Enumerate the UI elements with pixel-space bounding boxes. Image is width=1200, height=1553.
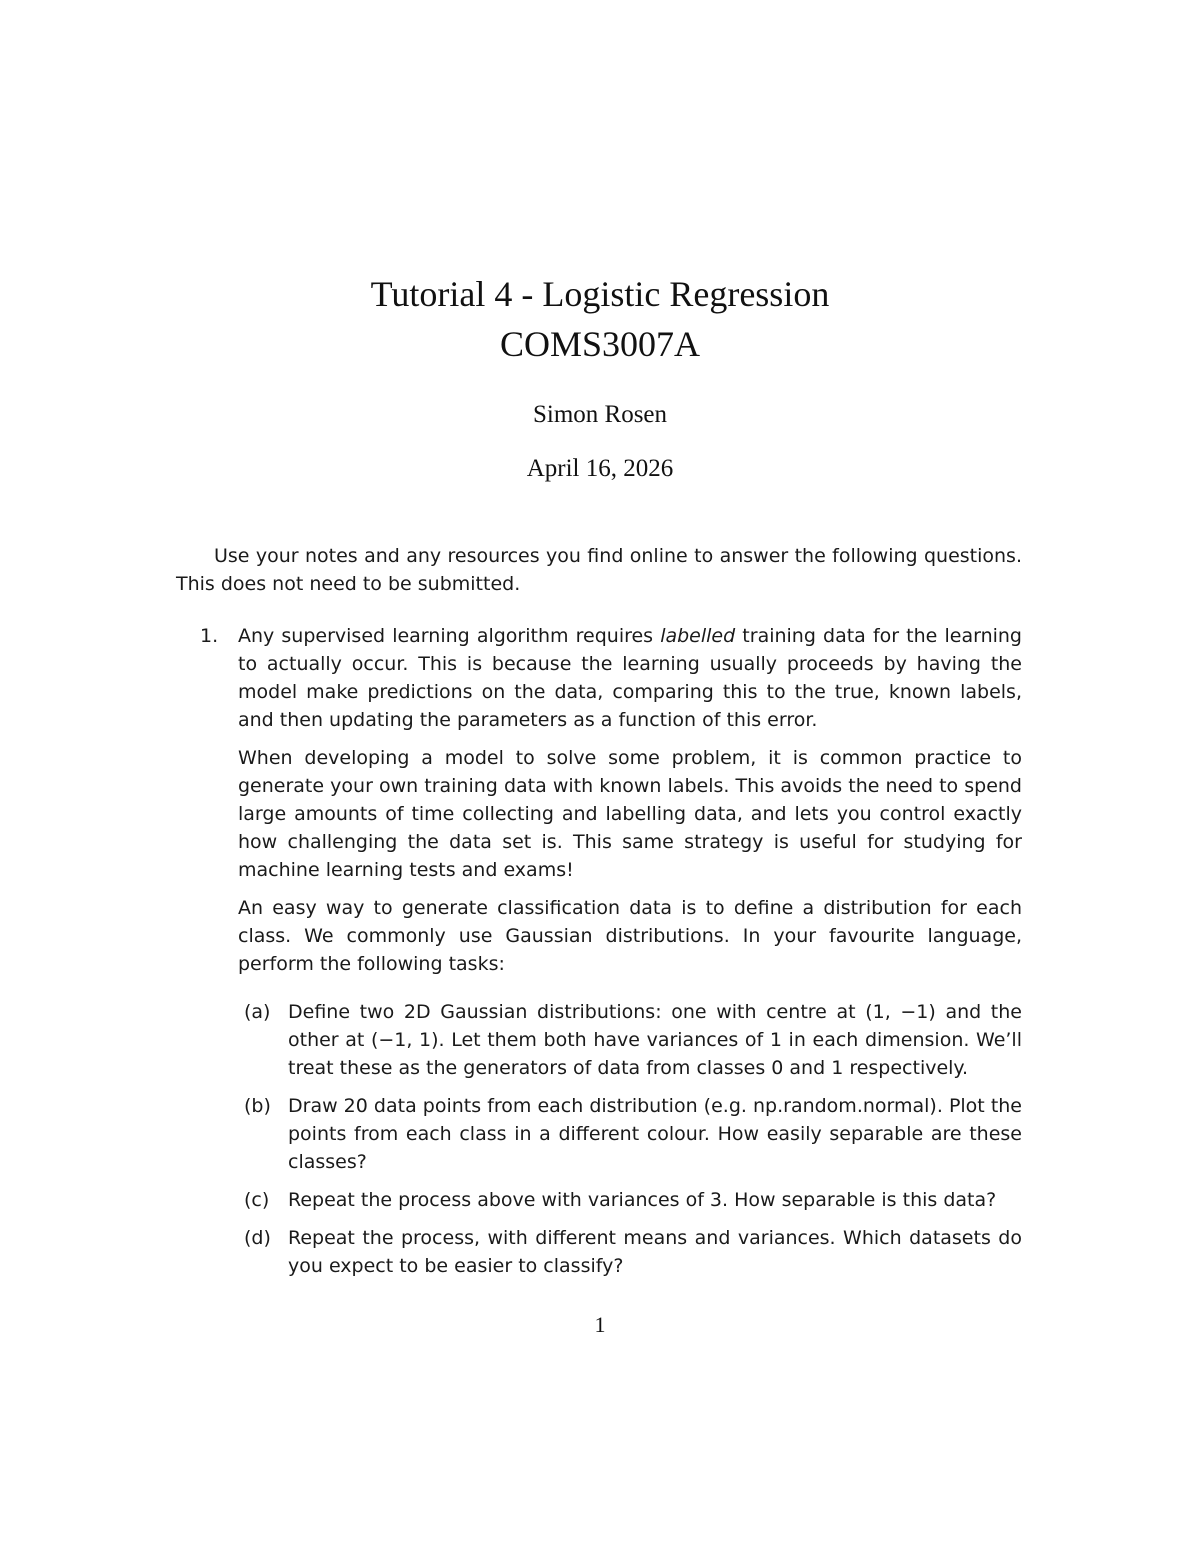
subitem-c — [238, 1186, 1022, 1214]
document-title: Tutorial 4 - Logistic Regression — [370, 274, 830, 314]
subitem-text: Define two 2D Gaussian distributions: one with centre at (1, −1) and the other at (−1, 1). Let them both have variances of 1 in each dimension. We’ll treat these as the generators of data from classes 0 and 1 respectively. — [288, 1001, 1022, 1079]
intro-paragraph: Use your notes and any resources you find online to answer the following questions. This does not need to be submitted. — [176, 545, 1022, 595]
paragraph-1-end: training data for the learning to actually occur. This is because the learning usually proceeds by having the model make predictions on the data, comparing this to the true, known labels, and then updating the parameters as a function of this error. — [238, 625, 1022, 731]
question-1-paragraph-1 — [238, 622, 1022, 734]
question-1-body — [238, 622, 1022, 1290]
course-code: COMS3007A — [499, 324, 701, 364]
subitem-label: (b) — [244, 1095, 271, 1117]
subitem-d — [238, 1224, 1022, 1280]
subitem-list — [238, 998, 1022, 1280]
page-number: 1 — [594, 1312, 606, 1337]
document-date: April 16, 2026 — [526, 455, 674, 482]
subitem-label: (c) — [244, 1189, 270, 1211]
question-1-paragraph-2: When developing a model to solve some problem, it is common practice to generate your own training data with known labels. This avoids the need to spend large amounts of time collecting and labelling data, and lets you control exactly how challenging the data set is. This same strategy is useful for studying for machine learning tests and exams! — [238, 747, 1022, 881]
author-name: Simon Rosen — [532, 401, 668, 428]
subitem-a — [238, 998, 1022, 1082]
subitem-text: Repeat the process, with different means and variances. Which datasets do you expect to be easier to classify? — [288, 1227, 1022, 1277]
paragraph-1-start: Any supervised learning algorithm requires — [238, 625, 661, 647]
question-1-paragraph-3: An easy way to generate classification data is to define a distribution for each class. We commonly use Gaussian distributions. In your favourite language, perform the following tasks: — [238, 897, 1022, 975]
subitem-text: Repeat the process above with variances of 3. How separable is this data? — [288, 1189, 997, 1211]
emphasis-labelled: labelled — [660, 625, 736, 647]
question-1-number: 1. — [200, 625, 219, 647]
subitem-b — [238, 1092, 1022, 1176]
subitem-text: Draw 20 data points from each distribution (e.g. np.random.normal). Plot the points from each class in a different colour. How easily separable are these classes? — [288, 1095, 1022, 1173]
subitem-label: (a) — [244, 1001, 271, 1023]
subitem-label: (d) — [244, 1227, 271, 1249]
